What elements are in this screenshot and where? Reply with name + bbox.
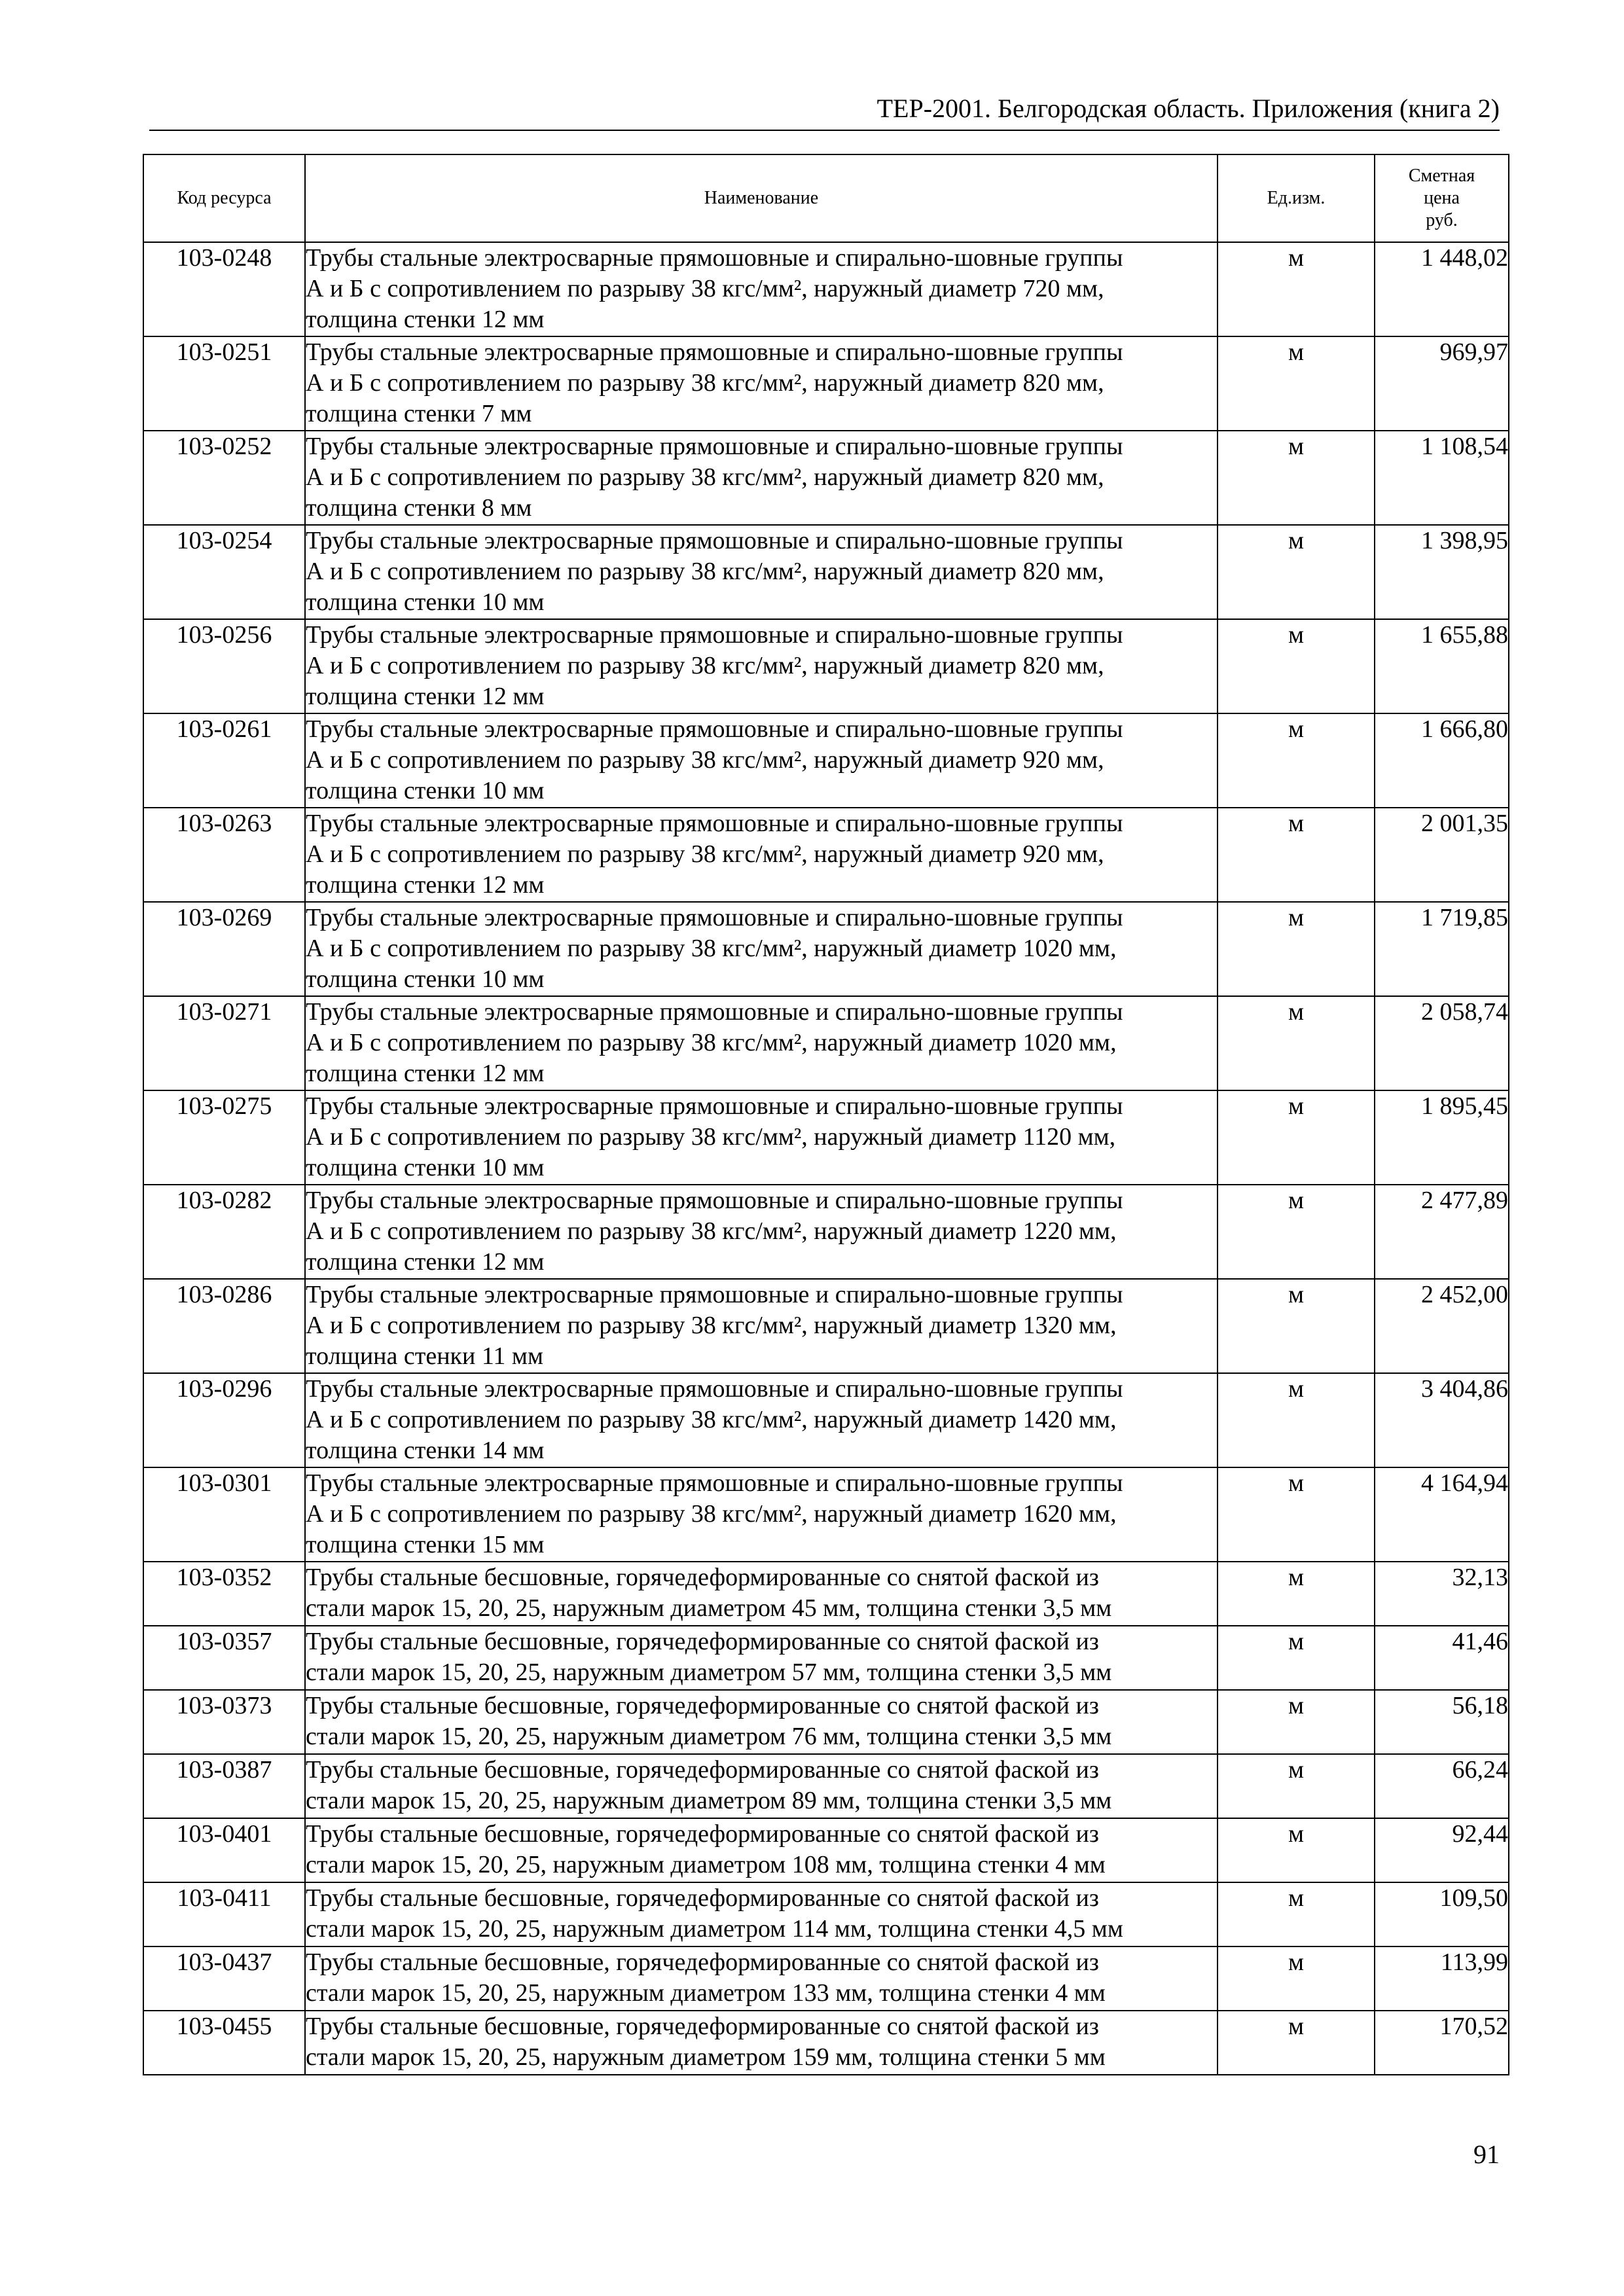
resource-name-line: Трубы стальные электросварные прямошовные и спирально-шовные группы: [306, 1375, 1123, 1403]
unit: м: [1218, 1946, 1375, 2011]
resource-name-line: А и Б с сопротивлением по разрыву 38 кгс/мм², наружный диаметр 720 мм,: [306, 275, 1104, 302]
resource-code: 103-0286: [143, 1279, 305, 1373]
resource-name: [305, 808, 1218, 902]
resource-name-line: Трубы стальные бесшовные, горячедеформированные со снятой фаской из: [306, 1692, 1099, 1719]
resource-name: [305, 1279, 1218, 1373]
unit: м: [1218, 1882, 1375, 1946]
resource-name: [305, 525, 1218, 619]
resource-name-line: Трубы стальные электросварные прямошовные и спирально-шовные группы: [306, 1281, 1123, 1308]
resource-name-line: Трубы стальные электросварные прямошовные и спирально-шовные группы: [306, 244, 1123, 272]
resource-name: [305, 996, 1218, 1090]
estimated-price: 2 452,00: [1375, 1279, 1509, 1373]
table-row: [143, 1626, 1509, 1690]
resource-name-line: Трубы стальные электросварные прямошовные и спирально-шовные группы: [306, 998, 1123, 1026]
table-row: [143, 1818, 1509, 1882]
estimated-price: 969,97: [1375, 336, 1509, 431]
resource-code: 103-0357: [143, 1626, 305, 1690]
unit: м: [1218, 1562, 1375, 1626]
resource-name-line: толщина стенки 15 мм: [306, 1531, 545, 1558]
resource-code: 103-0301: [143, 1467, 305, 1562]
resource-name-line: Трубы стальные электросварные прямошовные и спирально-шовные группы: [306, 810, 1123, 837]
table-row: [143, 808, 1509, 902]
resource-name: [305, 619, 1218, 713]
resource-name-line: Трубы стальные бесшовные, горячедеформированные со снятой фаской из: [306, 1756, 1099, 1784]
resource-name-line: стали марок 15, 20, 25, наружным диаметром 89 мм, толщина стенки 3,5 мм: [306, 1787, 1112, 1814]
resource-name-line: толщина стенки 12 мм: [306, 683, 545, 710]
unit: м: [1218, 2011, 1375, 2075]
resource-name: [305, 1946, 1218, 2011]
resource-name: [305, 1882, 1218, 1946]
header-unit: Ед.изм.: [1218, 154, 1375, 242]
unit: м: [1218, 336, 1375, 431]
header-price-line: руб.: [1426, 210, 1458, 230]
resource-name-line: толщина стенки 10 мм: [306, 1154, 545, 1181]
resource-name: [305, 1818, 1218, 1882]
resource-name-line: стали марок 15, 20, 25, наружным диаметром 76 мм, толщина стенки 3,5 мм: [306, 1723, 1112, 1750]
resource-name: [305, 1373, 1218, 1467]
table-row: [143, 336, 1509, 431]
resource-code: 103-0271: [143, 996, 305, 1090]
estimated-price: 113,99: [1375, 1946, 1509, 2011]
resource-name-line: толщина стенки 12 мм: [306, 306, 545, 333]
estimated-price: 1 655,88: [1375, 619, 1509, 713]
header-price-line: цена: [1424, 188, 1460, 208]
table-row: [143, 431, 1509, 525]
estimated-price: 1 448,02: [1375, 242, 1509, 336]
resource-code: 103-0251: [143, 336, 305, 431]
unit: м: [1218, 902, 1375, 996]
resource-name: [305, 1562, 1218, 1626]
resource-name: [305, 1467, 1218, 1562]
table-row: [143, 1882, 1509, 1946]
resource-name-line: Трубы стальные электросварные прямошовные и спирально-шовные группы: [306, 621, 1123, 649]
estimated-price: 66,24: [1375, 1754, 1509, 1818]
estimated-price: 1 398,95: [1375, 525, 1509, 619]
resource-name-line: Трубы стальные бесшовные, горячедеформированные со снятой фаской из: [306, 1564, 1099, 1591]
table-body: [143, 242, 1509, 2075]
table-row: [143, 1467, 1509, 1562]
estimated-price: 1 108,54: [1375, 431, 1509, 525]
resource-code: 103-0296: [143, 1373, 305, 1467]
resource-name: [305, 1090, 1218, 1185]
unit: м: [1218, 1690, 1375, 1754]
resource-code: 103-0373: [143, 1690, 305, 1754]
resource-name-line: А и Б с сопротивлением по разрыву 38 кгс/мм², наружный диаметр 1120 мм,: [306, 1123, 1116, 1151]
table-row: [143, 1754, 1509, 1818]
resource-name-line: толщина стенки 14 мм: [306, 1437, 545, 1464]
estimated-price: 56,18: [1375, 1690, 1509, 1754]
resource-code: 103-0256: [143, 619, 305, 713]
resource-name-line: Трубы стальные бесшовные, горячедеформированные со снятой фаской из: [306, 2013, 1099, 2040]
resource-name-line: стали марок 15, 20, 25, наружным диаметром 45 мм, толщина стенки 3,5 мм: [306, 1594, 1112, 1622]
unit: м: [1218, 1754, 1375, 1818]
resource-name-line: стали марок 15, 20, 25, наружным диаметром 133 мм, толщина стенки 4 мм: [306, 1979, 1106, 2007]
unit: м: [1218, 713, 1375, 808]
resource-name-line: толщина стенки 10 мм: [306, 965, 545, 993]
resource-name-line: толщина стенки 7 мм: [306, 400, 532, 427]
resource-code: 103-0455: [143, 2011, 305, 2075]
resource-name-line: Трубы стальные бесшовные, горячедеформированные со снятой фаской из: [306, 1628, 1099, 1655]
unit: м: [1218, 1467, 1375, 1562]
header-name: Наименование: [305, 154, 1218, 242]
resource-name-line: Трубы стальные бесшовные, горячедеформированные со снятой фаской из: [306, 1820, 1099, 1848]
resource-code: 103-0261: [143, 713, 305, 808]
header-rule: [149, 130, 1500, 131]
resource-name-line: Трубы стальные электросварные прямошовные и спирально-шовные группы: [306, 527, 1123, 554]
resource-code: 103-0252: [143, 431, 305, 525]
resource-name-line: толщина стенки 12 мм: [306, 1248, 545, 1276]
table-row: [143, 713, 1509, 808]
unit: м: [1218, 1373, 1375, 1467]
resource-name: [305, 431, 1218, 525]
running-header: ТЕР-2001. Белгородская область. Приложения (книга 2): [876, 94, 1500, 123]
page-number: 91: [1473, 2140, 1500, 2169]
resource-name-line: А и Б с сопротивлением по разрыву 38 кгс/мм², наружный диаметр 1220 мм,: [306, 1217, 1117, 1245]
table-row: [143, 1373, 1509, 1467]
unit: м: [1218, 996, 1375, 1090]
resource-name: [305, 1185, 1218, 1279]
resource-name-line: толщина стенки 12 мм: [306, 1060, 545, 1087]
resource-name-line: А и Б с сопротивлением по разрыву 38 кгс/мм², наружный диаметр 820 мм,: [306, 558, 1104, 585]
resource-name-line: А и Б с сопротивлением по разрыву 38 кгс/мм², наружный диаметр 820 мм,: [306, 369, 1104, 397]
table-row: [143, 1090, 1509, 1185]
table-row: [143, 996, 1509, 1090]
estimated-price: 2 058,74: [1375, 996, 1509, 1090]
resource-code: 103-0437: [143, 1946, 305, 2011]
resource-name-line: стали марок 15, 20, 25, наружным диаметром 108 мм, толщина стенки 4 мм: [306, 1851, 1106, 1878]
unit: м: [1218, 525, 1375, 619]
resource-name: [305, 242, 1218, 336]
resource-name-line: А и Б с сопротивлением по разрыву 38 кгс/мм², наружный диаметр 1620 мм,: [306, 1500, 1117, 1528]
resource-name: [305, 1690, 1218, 1754]
header-code: Код ресурса: [143, 154, 305, 242]
estimated-price: 4 164,94: [1375, 1467, 1509, 1562]
resource-name-line: Трубы стальные электросварные прямошовные и спирально-шовные группы: [306, 338, 1123, 366]
resource-name-line: А и Б с сопротивлением по разрыву 38 кгс/мм², наружный диаметр 1020 мм,: [306, 1029, 1117, 1056]
resource-name: [305, 2011, 1218, 2075]
resource-code: 103-0387: [143, 1754, 305, 1818]
resource-name-line: А и Б с сопротивлением по разрыву 38 кгс/мм², наружный диаметр 820 мм,: [306, 463, 1104, 491]
table-row: [143, 1279, 1509, 1373]
resource-code: 103-0401: [143, 1818, 305, 1882]
price-table: [143, 154, 1509, 2075]
resource-name-line: толщина стенки 11 мм: [306, 1342, 544, 1370]
resource-code: 103-0248: [143, 242, 305, 336]
estimated-price: 1 895,45: [1375, 1090, 1509, 1185]
estimated-price: 3 404,86: [1375, 1373, 1509, 1467]
table-row: [143, 902, 1509, 996]
resource-name: [305, 1626, 1218, 1690]
table-row: [143, 2011, 1509, 2075]
table-row: [143, 242, 1509, 336]
resource-code: 103-0275: [143, 1090, 305, 1185]
resource-name-line: Трубы стальные электросварные прямошовные и спирально-шовные группы: [306, 1187, 1123, 1214]
resource-name-line: стали марок 15, 20, 25, наружным диаметром 57 мм, толщина стенки 3,5 мм: [306, 1659, 1112, 1686]
header-price: [1375, 154, 1509, 242]
resource-name-line: толщина стенки 8 мм: [306, 494, 532, 522]
unit: м: [1218, 1626, 1375, 1690]
estimated-price: 41,46: [1375, 1626, 1509, 1690]
resource-name: [305, 713, 1218, 808]
table-row: [143, 1562, 1509, 1626]
estimated-price: 170,52: [1375, 2011, 1509, 2075]
resource-name-line: Трубы стальные бесшовные, горячедеформированные со снятой фаской из: [306, 1884, 1099, 1912]
resource-code: 103-0411: [143, 1882, 305, 1946]
resource-name-line: А и Б с сопротивлением по разрыву 38 кгс/мм², наружный диаметр 1320 мм,: [306, 1312, 1117, 1339]
resource-code: 103-0352: [143, 1562, 305, 1626]
unit: м: [1218, 1279, 1375, 1373]
resource-name-line: Трубы стальные электросварные прямошовные и спирально-шовные группы: [306, 1469, 1123, 1497]
resource-code: 103-0263: [143, 808, 305, 902]
estimated-price: 32,13: [1375, 1562, 1509, 1626]
resource-code: 103-0269: [143, 902, 305, 996]
unit: м: [1218, 1090, 1375, 1185]
resource-name-line: толщина стенки 10 мм: [306, 777, 545, 804]
estimated-price: 109,50: [1375, 1882, 1509, 1946]
estimated-price: 1 719,85: [1375, 902, 1509, 996]
table-row: [143, 1946, 1509, 2011]
table-row: [143, 619, 1509, 713]
unit: м: [1218, 1185, 1375, 1279]
estimated-price: 2 001,35: [1375, 808, 1509, 902]
table-row: [143, 1690, 1509, 1754]
resource-name-line: Трубы стальные электросварные прямошовные и спирально-шовные группы: [306, 904, 1123, 931]
resource-name-line: А и Б с сопротивлением по разрыву 38 кгс/мм², наружный диаметр 820 мм,: [306, 652, 1104, 679]
table-header-row: [143, 154, 1509, 242]
unit: м: [1218, 619, 1375, 713]
resource-name-line: А и Б с сопротивлением по разрыву 38 кгс/мм², наружный диаметр 920 мм,: [306, 746, 1104, 774]
estimated-price: 2 477,89: [1375, 1185, 1509, 1279]
resource-name-line: Трубы стальные бесшовные, горячедеформированные со снятой фаской из: [306, 1948, 1099, 1976]
resource-name-line: Трубы стальные электросварные прямошовные и спирально-шовные группы: [306, 433, 1123, 460]
unit: м: [1218, 808, 1375, 902]
resource-name-line: А и Б с сопротивлением по разрыву 38 кгс/мм², наружный диаметр 1420 мм,: [306, 1406, 1117, 1433]
unit: м: [1218, 1818, 1375, 1882]
resource-name: [305, 336, 1218, 431]
table-row: [143, 1185, 1509, 1279]
unit: м: [1218, 242, 1375, 336]
resource-name: [305, 1754, 1218, 1818]
resource-name-line: толщина стенки 10 мм: [306, 588, 545, 616]
resource-name-line: толщина стенки 12 мм: [306, 871, 545, 899]
header-price-line: Сметная: [1408, 166, 1475, 186]
resource-name-line: А и Б с сопротивлением по разрыву 38 кгс/мм², наружный диаметр 1020 мм,: [306, 935, 1117, 962]
resource-name-line: А и Б с сопротивлением по разрыву 38 кгс/мм², наружный диаметр 920 мм,: [306, 840, 1104, 868]
resource-code: 103-0254: [143, 525, 305, 619]
resource-name-line: Трубы стальные электросварные прямошовные и спирально-шовные группы: [306, 715, 1123, 743]
estimated-price: 1 666,80: [1375, 713, 1509, 808]
resource-code: 103-0282: [143, 1185, 305, 1279]
estimated-price: 92,44: [1375, 1818, 1509, 1882]
resource-name-line: стали марок 15, 20, 25, наружным диаметром 159 мм, толщина стенки 5 мм: [306, 2043, 1106, 2071]
table-row: [143, 525, 1509, 619]
unit: м: [1218, 431, 1375, 525]
resource-name-line: Трубы стальные электросварные прямошовные и спирально-шовные группы: [306, 1092, 1123, 1120]
resource-name-line: стали марок 15, 20, 25, наружным диаметром 114 мм, толщина стенки 4,5 мм: [306, 1915, 1123, 1943]
resource-name: [305, 902, 1218, 996]
